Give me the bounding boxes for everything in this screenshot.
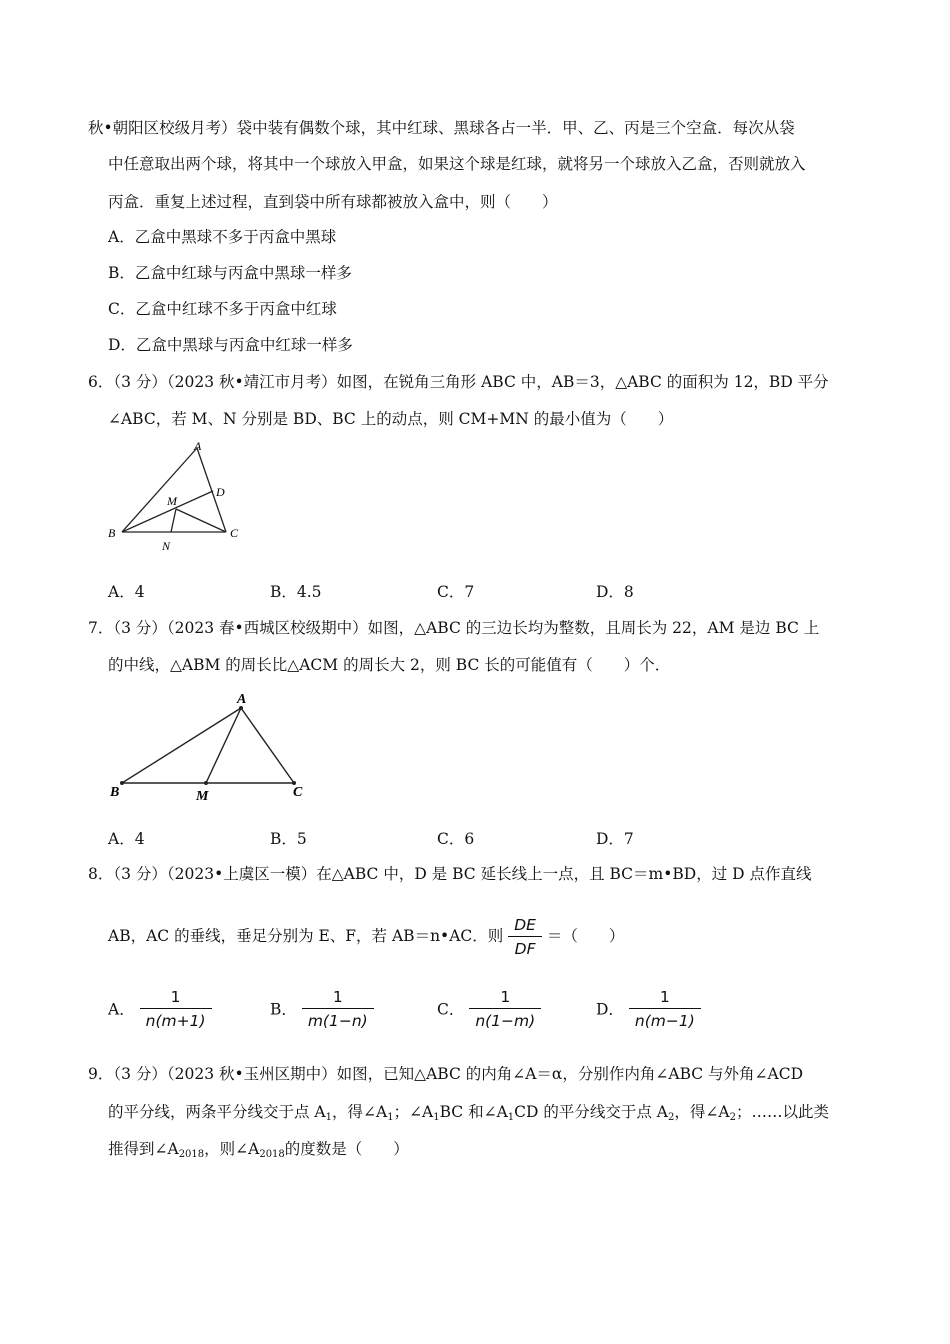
q6-triangle-figure <box>100 436 260 556</box>
q8-option-d-label: D． <box>596 1000 624 1019</box>
q9-line-3-part: 推得到∠A <box>108 1140 179 1158</box>
q7-segment-ac <box>241 708 294 783</box>
q5-line-1: 秋•朝阳区校级月考）袋中装有偶数个球，其中红球、黑球各占一半．甲、乙、丙是三个空盒．每次从袋 <box>88 119 795 137</box>
q9-subscript: 2018 <box>178 1149 205 1160</box>
q7-option-d[interactable]: D．7 <box>596 830 634 848</box>
q8-option-c-fraction <box>469 986 541 1033</box>
q9-subscript: 1 <box>433 1112 440 1123</box>
q9-line-3-part: ，则∠A <box>204 1140 260 1158</box>
q6-line-2: ∠ABC，若 M、N 分别是 BD、BC 上的动点，则 CM+MN 的最小值为（ ） <box>108 410 674 428</box>
q8-option-c-label: C． <box>437 1000 465 1019</box>
q9-subscript: 1 <box>507 1112 515 1123</box>
q8-options <box>0 986 950 1036</box>
q6-option-d[interactable]: D．8 <box>596 583 634 601</box>
q6-label-a: A <box>194 439 202 453</box>
q8-option-c-den: n(1−m) <box>475 1012 536 1030</box>
q5-option-c[interactable]: C．乙盒中红球不多于丙盒中红球 <box>108 300 337 318</box>
q8-option-a-den: n(m+1) <box>145 1012 206 1030</box>
q9-subscript: 2018 <box>259 1149 285 1160</box>
q6-label-d: D <box>216 485 225 499</box>
q6-option-b[interactable]: B．4.5 <box>270 583 322 601</box>
q8-option-b-den: m(1−n) <box>307 1012 368 1030</box>
q6-label-m: M <box>167 494 177 508</box>
q9-subscript: 2 <box>729 1112 736 1123</box>
q6-segment-cm <box>176 509 226 532</box>
q8-line-2 <box>108 912 624 961</box>
q7-option-c[interactable]: C．6 <box>437 830 475 848</box>
q7-option-a[interactable]: A．4 <box>108 830 145 848</box>
q9-line-2-part: ，得∠A <box>674 1103 730 1121</box>
q9-line-2-part: BC 和∠A <box>439 1103 508 1121</box>
q8-option-a[interactable] <box>108 986 212 1033</box>
q8-option-d[interactable] <box>596 986 701 1033</box>
q9-subscript: 2 <box>668 1112 675 1123</box>
q6-label-c: C <box>230 526 239 540</box>
q9-subscript: 1 <box>325 1112 332 1123</box>
q9-line-2-part: CD 的平分线交于点 A <box>514 1103 668 1121</box>
q7-label-b: B <box>110 785 120 800</box>
q9-line-3-part: 的度数是（ ） <box>284 1140 409 1158</box>
q9-line-1: 9．（3 分）（2023 秋•玉州区期中）如图，已知△ABC 的内角∠A＝α，分别作内角∠ABC 与外角∠ACD <box>88 1065 804 1083</box>
q8-line-1: 8．（3 分）（2023•上虞区一模）在△ABC 中，D 是 BC 延长线上一点，且 BC＝m•BD，过 D 点作直线 <box>88 865 812 883</box>
q9-line-3 <box>108 1138 409 1166</box>
q8-option-c-num: 1 <box>469 986 541 1009</box>
q6-option-a[interactable]: A．4 <box>108 583 145 601</box>
q8-option-b[interactable] <box>270 986 374 1033</box>
q5-option-d[interactable]: D．乙盒中黑球与丙盒中红球一样多 <box>108 336 353 354</box>
q7-label-m: M <box>196 789 209 804</box>
q5-line-2: 中任意取出两个球，将其中一个球放入甲盒，如果这个球是红球，就将另一个球放入乙盒，否则就放入 <box>108 155 806 173</box>
q7-label-c: C <box>293 785 303 800</box>
q7-line-2: 的中线，△ABM 的周长比△ACM 的周长大 2，则 BC 长的可能值有（ ）个． <box>108 656 671 674</box>
q8-fraction-numerator: DE <box>508 914 542 937</box>
q8-fraction-denominator: DF <box>514 939 536 958</box>
q6-segment-ab <box>122 448 197 532</box>
q8-line-2-tail: ＝（ ） <box>546 927 625 945</box>
q5-line-3: 丙盒．重复上述过程，直到袋中所有球都被放入盒中，则（ ） <box>108 193 558 211</box>
q9-line-2-part: ；……以此类 <box>735 1103 829 1121</box>
q8-option-a-num: 1 <box>140 986 212 1009</box>
q8-option-d-num: 1 <box>629 986 701 1009</box>
q9-line-2-part: 的平分线，两条平分线交于点 A <box>108 1103 326 1121</box>
q8-line-2-text: AB，AC 的垂线，垂足分别为 E、F，若 AB＝n•AC．则 <box>108 927 504 945</box>
q8-option-b-num: 1 <box>302 986 374 1009</box>
q9-line-2-part: ；∠A <box>393 1103 434 1121</box>
q7-label-a: A <box>237 692 247 707</box>
q8-option-a-label: A． <box>108 1000 135 1019</box>
q5-option-b[interactable]: B．乙盒中红球与丙盒中黑球一样多 <box>108 264 352 282</box>
q7-triangle-figure <box>100 686 320 810</box>
q8-fraction-de-df <box>508 914 542 961</box>
q8-option-b-fraction <box>302 986 374 1033</box>
q8-option-b-label: B． <box>270 1000 297 1019</box>
q6-label-n: N <box>162 539 171 553</box>
q8-option-d-fraction <box>629 986 701 1033</box>
q6-segment-mn <box>171 509 176 532</box>
q7-option-b[interactable]: B．5 <box>270 830 307 848</box>
q6-option-c[interactable]: C．7 <box>437 583 475 601</box>
q9-subscript: 1 <box>387 1112 394 1123</box>
q5-option-a[interactable]: A．乙盒中黑球不多于丙盒中黑球 <box>108 228 337 246</box>
q6-label-b: B <box>108 526 116 540</box>
q7-line-1: 7．（3 分）（2023 春•西城区校级期中）如图，△ABC 的三边长均为整数，且周长为 22，AM 是边 BC 上 <box>88 619 820 637</box>
q8-option-a-fraction <box>140 986 212 1033</box>
q8-option-d-den: n(m−1) <box>634 1012 695 1030</box>
q9-line-2 <box>108 1101 829 1129</box>
q6-line-1: 6．（3 分）（2023 秋•靖江市月考）如图，在锐角三角形 ABC 中，AB＝3，△ABC 的面积为 12，BD 平分 <box>88 373 829 391</box>
q9-line-2-part: ，得∠A <box>332 1103 388 1121</box>
q8-option-c[interactable] <box>437 986 541 1033</box>
